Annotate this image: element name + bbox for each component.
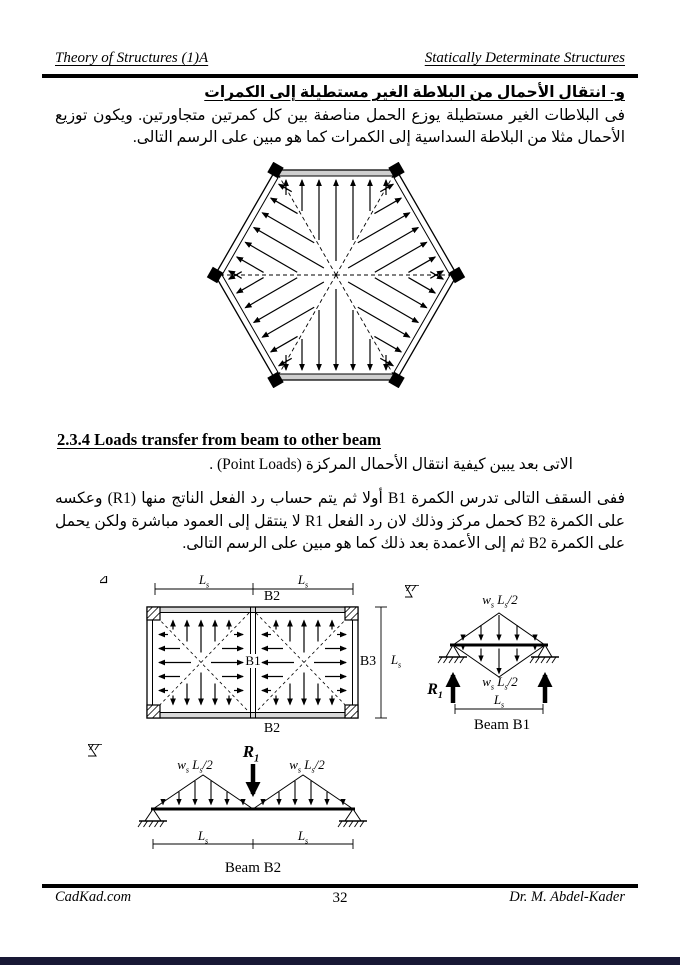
beam-b1-caption: Beam B1 (473, 717, 531, 733)
dimension-line (153, 839, 353, 849)
load-label-left: $w_s$ $L_s/2$ (177, 757, 213, 775)
page-header (55, 50, 625, 67)
top-dimension-line (155, 583, 353, 595)
load-label-bottom: $w_s$ $L_s/2$ (482, 674, 518, 692)
dim-label-ls-left: $L_s$ (197, 828, 209, 846)
hexagon-slab-drawing (206, 162, 466, 388)
dim-label-ls-top-right: $L_s$ (297, 572, 309, 590)
point-load-label-r1: $R_1$ (242, 742, 260, 765)
header-left-title: Theory of Structures (1)A (55, 50, 209, 66)
beam-label-b3-right: B3 (359, 654, 377, 669)
footer-author: Dr. M. Abdel-Kader (509, 889, 625, 905)
support-pin (405, 585, 412, 597)
footer-site: CadKad.com (55, 889, 132, 905)
beam-b2-caption: Beam B2 (224, 860, 282, 876)
header-rule (42, 74, 638, 78)
beam-label-b2-bottom: B2 (263, 721, 281, 736)
dim-label-ls-top-left: $L_s$ (198, 572, 210, 590)
section-f-heading: و- انتقال الأحمال من البلاطة الغير مستطيلة إلى الكمرات (204, 84, 625, 101)
load-arrow-fan (286, 180, 386, 261)
hexagon-slab-figure (206, 162, 466, 388)
load-label-right: $w_s$ $L_s/2$ (289, 757, 325, 775)
section-234-heading: 2.3.4 Loads transfer from beam to other beam (57, 430, 382, 449)
footer-page-number: 32 (332, 890, 348, 906)
reaction-label-r1: $R_1$ (427, 681, 443, 702)
footer-rule (42, 884, 638, 888)
slab-plan-figure (100, 572, 420, 746)
header-right-title: Statically Determinate Structures (424, 50, 625, 66)
load-label-top: $w_s$ $L_s/2$ (482, 592, 518, 610)
beam-b1-figure (405, 585, 635, 745)
section-234-body: ففى السقف التالى تدرس الكمرة B1 أولا ثم يتم حساب رد الفعل الناتج منها (R1) وعكسه على الكمرة B2 كحمل مركز وذلك لان رد الفعل R1 لا ينتقل إلى العمود مباشرة ولكن يحمل على الكمرة B2 ثم إلى الأعمدة بعد ذلك كما هو مبين على الرسم التالى. (55, 490, 626, 552)
dim-label-ls: $L_s$ (493, 692, 505, 710)
column-marker (100, 576, 107, 583)
dim-label-ls-right: $L_s$ (297, 828, 309, 846)
beam-label-b1-middle: B1 (245, 653, 261, 668)
beam-label-b2-top: B2 (263, 589, 281, 604)
dim-label-ls-right: $L_s$ (390, 652, 402, 670)
section-f-body: فى البلاطات الغير مستطيلة يوزع الحمل مناصفة بين كل كمرتين متجاورتين. ويكون توزيع الأحمال مثلا من البلاطة السداسية إلى الكمرات كما هو مبين على الرسم التالى. (55, 107, 625, 146)
beam-b2-figure (88, 744, 423, 884)
right-dimension-line (375, 607, 387, 718)
section-234-intro: الاتى بعد يبين كيفية انتقال الأحمال المركزة (Point Loads) . (209, 456, 573, 473)
bottom-bar (0, 957, 680, 965)
